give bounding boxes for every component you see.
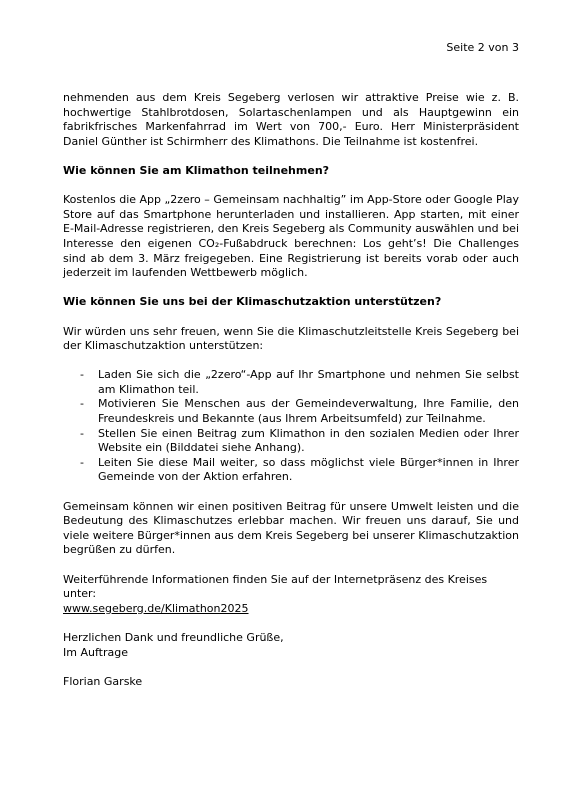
list-item — [63, 368, 519, 397]
list-item — [63, 456, 519, 485]
support-intro-paragraph: Wir würden uns sehr freuen, wenn Sie die Klimaschutzleitstelle Kreis Segeberg bei der Klimaschutzaktion unterstützen: — [63, 324, 519, 353]
support-list — [63, 368, 519, 485]
list-item-text: Motivieren Sie Menschen aus der Gemeindeverwaltung, Ihre Familie, den Freundeskreis und Bekannte (aus Ihrem Arbeitsumfeld) zur Teilnahme. — [98, 397, 519, 426]
list-item — [63, 397, 519, 426]
dash-bullet-icon: - — [80, 426, 84, 440]
closing-on-behalf: Im Auftrage — [63, 645, 128, 659]
signature-name: Florian Garske — [63, 674, 143, 688]
more-info-paragraph — [63, 573, 519, 617]
list-item-text: Stellen Sie einen Beitrag zum Klimathon in den sozialen Medien oder Ihrer Website ein (Bilddatei siehe Anhang). — [98, 426, 519, 455]
intro-paragraph: nehmenden aus dem Kreis Segeberg verlosen wir attraktive Preise wie z. B. hochwertige Stahlbrotdosen, Solartaschenlampen und als Hauptgewinn ein fabrikfrisches Markenfahrrad im Wert von 700,- Euro. Herr Ministerpräsident Daniel Günther ist Schirmherr des Klimathons. Die Teilnahme ist kostenfrei. — [63, 91, 519, 148]
more-info-text: Weiterführende Informationen finden Sie auf der Internetpräsenz des Kreises unter: — [63, 572, 488, 601]
dash-bullet-icon: - — [80, 455, 84, 469]
outro-paragraph: Gemeinsam können wir einen positiven Beitrag für unsere Umwelt leisten und die Bedeutung des Klimaschutzes erlebbar machen. Wir freuen uns darauf, Sie und viele weitere Bürger*innen aus dem Kreis Segeberg bei unserer Klimaschutzaktion begrüßen zu dürfen. — [63, 499, 519, 557]
dash-bullet-icon: - — [80, 368, 84, 382]
dash-bullet-icon: - — [80, 397, 84, 411]
list-item — [63, 427, 519, 456]
section-heading-support: Wie können Sie uns bei der Klimaschutzaktion unterstützen? — [63, 295, 442, 309]
closing-block — [63, 631, 519, 660]
section-heading-participate: Wie können Sie am Klimathon teilnehmen? — [63, 163, 330, 177]
list-item-text: Leiten Sie diese Mail weiter, so dass möglichst viele Bürger*innen in Ihrer Gemeinde von der Aktion erfahren. — [98, 455, 519, 484]
participate-paragraph: Kostenlos die App „2zero – Gemeinsam nachhaltig” im App-Store oder Google Play Store auf das Smartphone herunterladen und installieren. App starten, mit einer E-Mail-Adresse registrieren, den Kreis Segeberg als Community auswählen und bei Interesse den eigenen CO₂-Fußabdruck berechnen: Los geht’s! Die Challenges sind ab dem 3. März freigegeben. Eine Registrierung ist bereits vorab oder auch jederzeit im laufenden Wettbewerb möglich. — [63, 193, 519, 280]
klimathon-link[interactable]: www.segeberg.de/Klimathon2025 — [63, 601, 249, 615]
letter-body — [63, 91, 519, 704]
closing-greeting: Herzlichen Dank und freundliche Grüße, — [63, 630, 284, 644]
list-item-text: Laden Sie sich die „2zero“-App auf Ihr Smartphone und nehmen Sie selbst am Klimathon teil. — [98, 368, 519, 396]
page-number: Seite 2 von 3 — [446, 41, 519, 54]
